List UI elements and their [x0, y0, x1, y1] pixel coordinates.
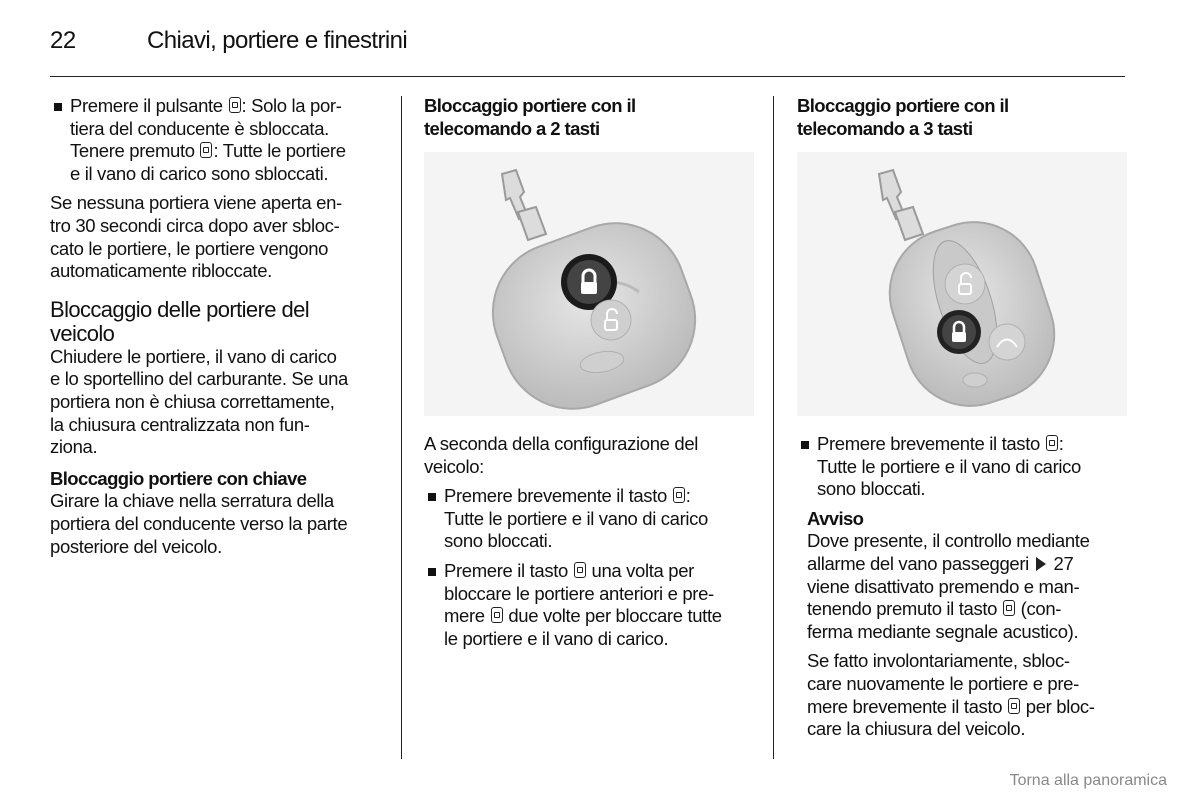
lock-button-icon [491, 607, 503, 623]
unlock-button-icon [200, 142, 212, 158]
page-header [50, 22, 1125, 62]
lock-button-icon [574, 562, 586, 578]
remote-key-3-buttons-illustration [797, 152, 1127, 416]
paragraph: Se fatto involontariamente, sbloc- care nuovamente le portiere e pre- mere brevemente il tasto per bloc- care la chiusura del veicolo. [807, 650, 1095, 740]
paragraph: Dove presente, il controllo mediante allarme del vano passeggeri 27 viene disattivato premendo e man- tenendo premuto il tasto (con- ferma mediante segnale acustico). [807, 530, 1090, 642]
page-number: 22 [50, 27, 76, 54]
column-2 [424, 95, 754, 140]
paragraph: Se nessuna portiera viene aperta en- tro 30 secondi circa dopo aver sbloc- cato le portiere, le portiere vengono automaticamente ribloccate. [50, 192, 342, 282]
subheading: Bloccaggio portiere con chiave [50, 467, 307, 489]
list-item: Premere brevemente il tasto : Tutte le portiere e il vano di carico sono bloccati. [797, 433, 1127, 501]
column-divider [401, 96, 402, 759]
back-to-overview-link[interactable]: Torna alla panoramica [1009, 772, 1167, 789]
lock-button-icon [673, 487, 685, 503]
column-2-text [424, 433, 754, 650]
note-block [797, 508, 1127, 741]
key-blade [502, 170, 546, 240]
column-divider [773, 96, 774, 759]
column-1 [50, 95, 380, 558]
paragraph: Girare la chiave nella serratura della portiera del conducente verso la parte posteriore del veicolo. [50, 490, 348, 557]
list-item: Premere il pulsante : Solo la por- tiera del conducente è sbloccata. Tenere premuto : Tutte le portiere e il vano di carico sono sbloccati. [50, 95, 380, 185]
paragraph: Chiudere le portiere, il vano di carico e lo sportellino del carburante. Se una portiera non è chiusa correttamente, la chiusura centralizzata non fun- ziona. [50, 345, 348, 458]
column-3 [797, 95, 1127, 140]
section-heading: Bloccaggio delle portiere del veicolo [50, 296, 309, 346]
note-title: Avviso [807, 507, 864, 529]
paragraph: A seconda della configurazione del veicolo: [424, 433, 699, 477]
subheading: Bloccaggio portiere con il telecomando a 2 tasti [424, 95, 636, 139]
lock-button-icon [1003, 600, 1015, 616]
list-item: Premere il tasto una volta per bloccare le portiere anteriori e pre- mere due volte per bloccare tutte le portiere e il vano di carico. [424, 560, 754, 650]
subheading: Bloccaggio portiere con il telecomando a 3 tasti [797, 95, 1009, 139]
lock-button-icon [1008, 698, 1020, 714]
column-3-text [797, 433, 1127, 741]
unlock-button-icon [229, 97, 241, 113]
header-rule [50, 76, 1125, 77]
lock-button-icon [1046, 435, 1058, 451]
page-title: Chiavi, portiere e finestrini [147, 27, 408, 54]
list-item: Premere brevemente il tasto : Tutte le portiere e il vano di carico sono bloccati. [424, 485, 754, 553]
remote-key-2-buttons-illustration [424, 152, 754, 416]
page-reference-arrow-icon [1036, 557, 1046, 571]
